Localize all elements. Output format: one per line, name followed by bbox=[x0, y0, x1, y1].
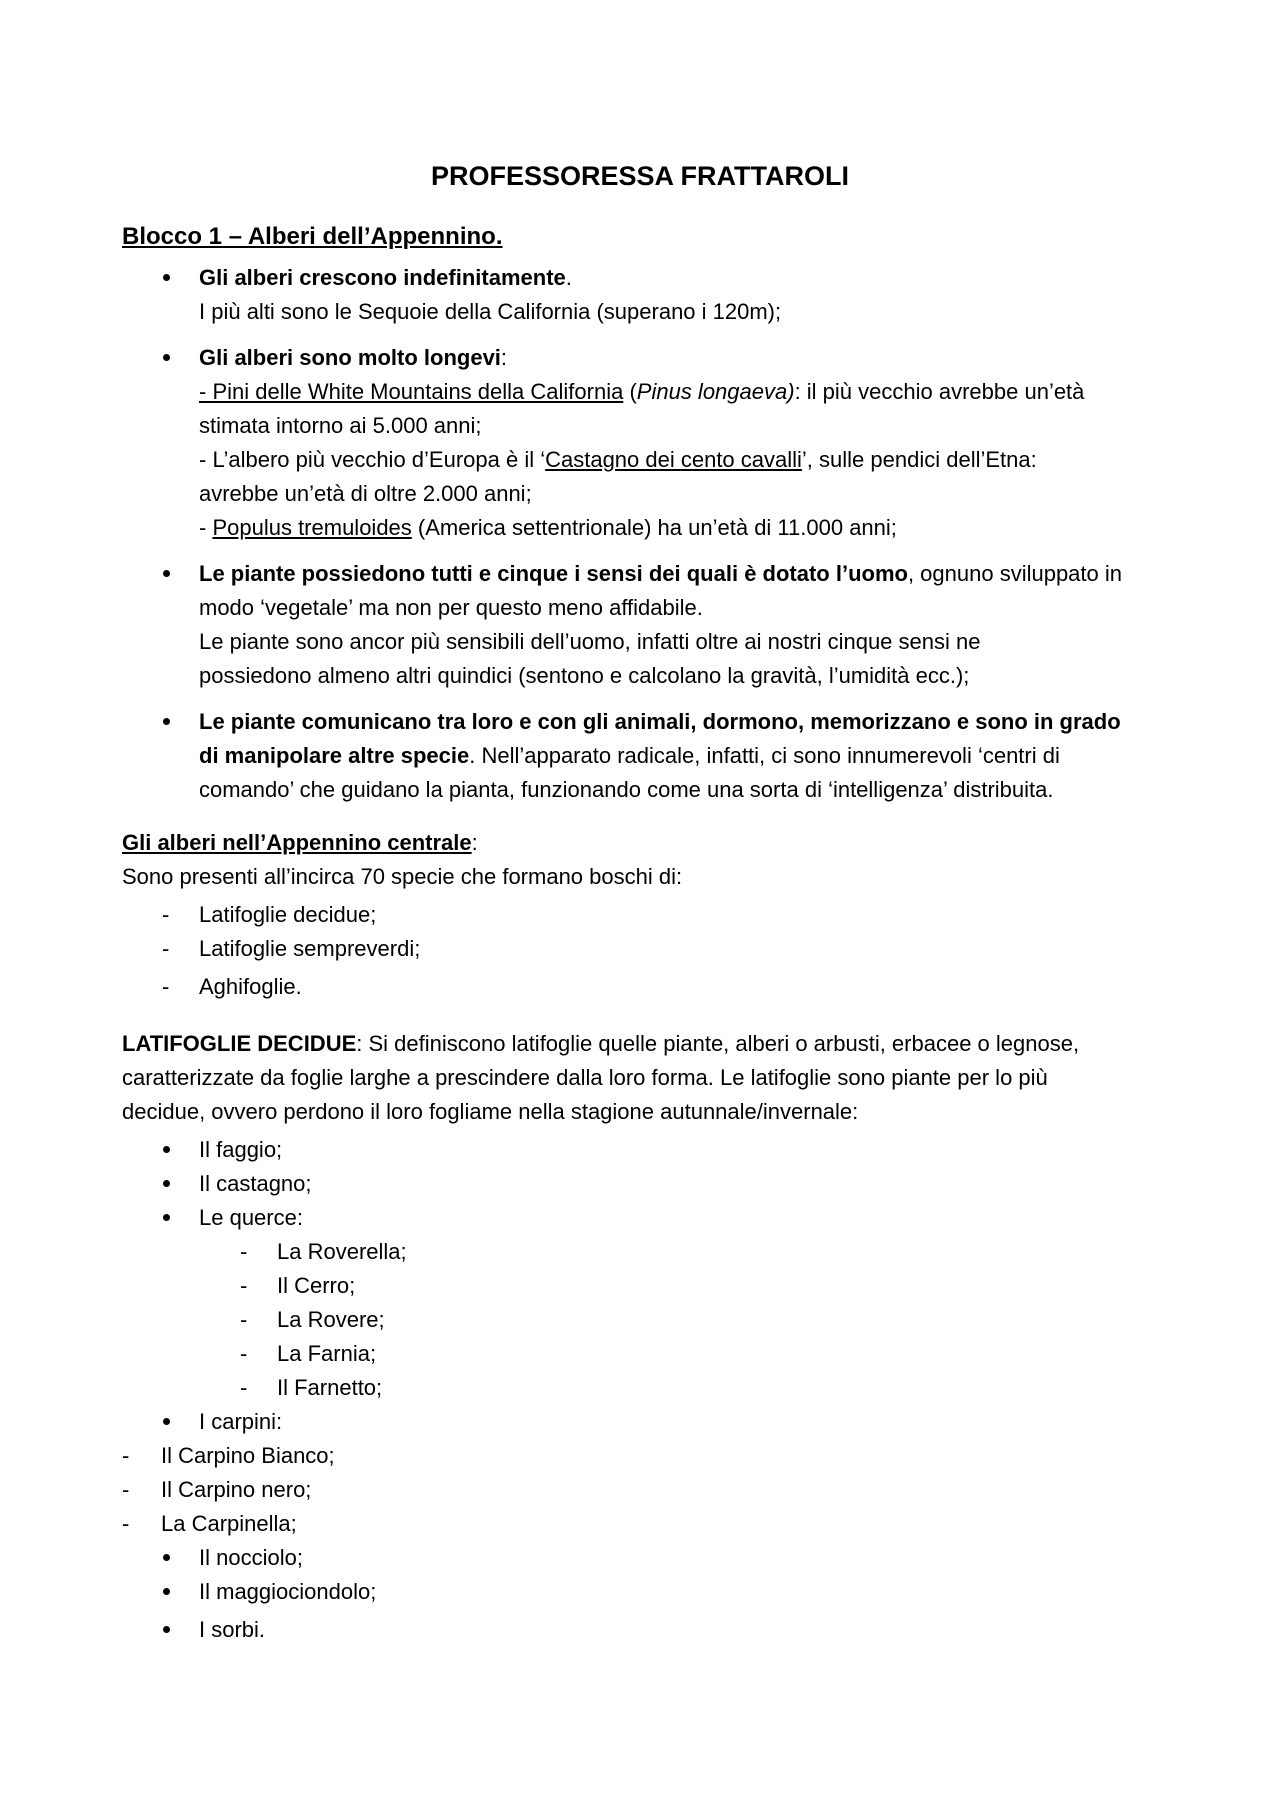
bullet-2-line-3: stimata intorno ai 5.000 anni; bbox=[199, 413, 482, 438]
bullet-2-line-5: avrebbe un’età di oltre 2.000 anni; bbox=[199, 481, 532, 506]
bullet-icon bbox=[163, 1418, 170, 1425]
bullet-icon bbox=[163, 354, 170, 361]
bullet-1-line-2: I più alti sono le Sequoie della California (superano i 120m); bbox=[199, 299, 782, 324]
bullet-3-line-4: possiedono almeno altri quindici (sentono e calcolano la gravità, l’umidità ecc.); bbox=[199, 663, 970, 688]
list-item: Le querce: bbox=[199, 1205, 303, 1230]
dash-bullet: - bbox=[162, 936, 170, 961]
list-item: I sorbi. bbox=[199, 1617, 266, 1642]
dash-bullet: - bbox=[162, 974, 170, 999]
list-item: La Carpinella; bbox=[161, 1511, 297, 1536]
list-item: Il Carpino Bianco; bbox=[161, 1443, 335, 1468]
bullet-icon bbox=[163, 1626, 170, 1633]
list-item: Latifoglie decidue; bbox=[199, 902, 377, 927]
block-heading bbox=[122, 220, 503, 254]
dash-bullet: - bbox=[162, 902, 170, 927]
bullet-4-line-2: di manipolare altre specie. Nell’apparato radicale, infatti, ci sono innumerevoli ‘centri di bbox=[199, 743, 1060, 768]
bullet-4-line-3: comando’ che guidano la pianta, funzionando come una sorta di ‘intelligenza’ distribuita. bbox=[199, 777, 1054, 802]
bullet-3-line-3: Le piante sono ancor più sensibili dell’uomo, infatti oltre ai nostri cinque sensi ne bbox=[199, 629, 981, 654]
list-item: I carpini: bbox=[199, 1409, 283, 1434]
dash-bullet: - bbox=[240, 1375, 248, 1400]
dash-bullet: - bbox=[240, 1239, 248, 1264]
bullet-icon bbox=[163, 1214, 170, 1221]
latifoglie-paragraph-line-1: LATIFOGLIE DECIDUE: Si definiscono latifoglie quelle piante, alberi o arbusti, erbacee o legnose, bbox=[122, 1031, 1080, 1056]
bullet-icon bbox=[163, 570, 170, 577]
section-intro: Sono presenti all’incirca 70 specie che formano boschi di: bbox=[122, 864, 683, 889]
dash-bullet: - bbox=[240, 1273, 248, 1298]
bullet-icon bbox=[163, 274, 170, 281]
sub-list-item: Il Cerro; bbox=[277, 1273, 356, 1298]
dash-bullet: - bbox=[122, 1477, 130, 1502]
sub-list-item: La Farnia; bbox=[277, 1341, 377, 1366]
bullet-icon bbox=[163, 1554, 170, 1561]
page-title: PROFESSORESSA FRATTAROLI bbox=[430, 161, 849, 191]
list-item: Il maggiociondolo; bbox=[199, 1579, 377, 1604]
dash-bullet: - bbox=[122, 1443, 130, 1468]
list-item: Latifoglie sempreverdi; bbox=[199, 936, 421, 961]
bullet-icon bbox=[163, 1146, 170, 1153]
block-heading-text: Blocco 1 – Alberi dell’Appennino. bbox=[122, 223, 503, 250]
latifoglie-paragraph-line-3: decidue, ovvero perdono il loro fogliame nella stagione autunnale/invernale: bbox=[122, 1099, 859, 1124]
bullet-2-line-2: - Pini delle White Mountains della California (Pinus longaeva): il più vecchio avrebbe un’età bbox=[199, 379, 1085, 404]
latifoglie-paragraph-line-2: caratterizzate da foglie larghe a prescindere dalla loro forma. Le latifoglie sono piante per lo più bbox=[122, 1065, 1048, 1090]
list-item: Il nocciolo; bbox=[199, 1545, 303, 1570]
dash-bullet: - bbox=[240, 1307, 248, 1332]
bullet-3-line-2: modo ‘vegetale’ ma non per questo meno affidabile. bbox=[199, 595, 703, 620]
bullet-icon bbox=[163, 718, 170, 725]
list-item: Il Carpino nero; bbox=[161, 1477, 312, 1502]
sub-list-item: Il Farnetto; bbox=[277, 1375, 383, 1400]
dash-bullet: - bbox=[240, 1341, 248, 1366]
bullet-icon bbox=[163, 1588, 170, 1595]
sub-list-item: La Rovere; bbox=[277, 1307, 385, 1332]
bullet-1-line-1: Gli alberi crescono indefinitamente. bbox=[199, 265, 572, 290]
bullet-2-line-1: Gli alberi sono molto longevi: bbox=[199, 345, 508, 370]
list-item: Il castagno; bbox=[199, 1171, 312, 1196]
list-item: Aghifoglie. bbox=[199, 974, 302, 999]
bullet-2-line-4: - L’albero più vecchio d’Europa è il ‘Castagno dei cento cavalli’, sulle pendici dell’Etna: bbox=[199, 447, 1037, 472]
bullet-2-line-6: - Populus tremuloides (America settentrionale) ha un’età di 11.000 anni; bbox=[199, 515, 897, 540]
list-item: Il faggio; bbox=[199, 1137, 283, 1162]
sub-list-item: La Roverella; bbox=[277, 1239, 407, 1264]
bullet-icon bbox=[163, 1180, 170, 1187]
dash-bullet: - bbox=[122, 1511, 130, 1536]
bullet-4-line-1: Le piante comunicano tra loro e con gli animali, dormono, memorizzano e sono in grado bbox=[199, 709, 1121, 734]
section-heading-appennino: Gli alberi nell’Appennino centrale: bbox=[122, 830, 478, 855]
bullet-3-line-1: Le piante possiedono tutti e cinque i sensi dei quali è dotato l’uomo, ognuno sviluppato in bbox=[199, 561, 1123, 586]
